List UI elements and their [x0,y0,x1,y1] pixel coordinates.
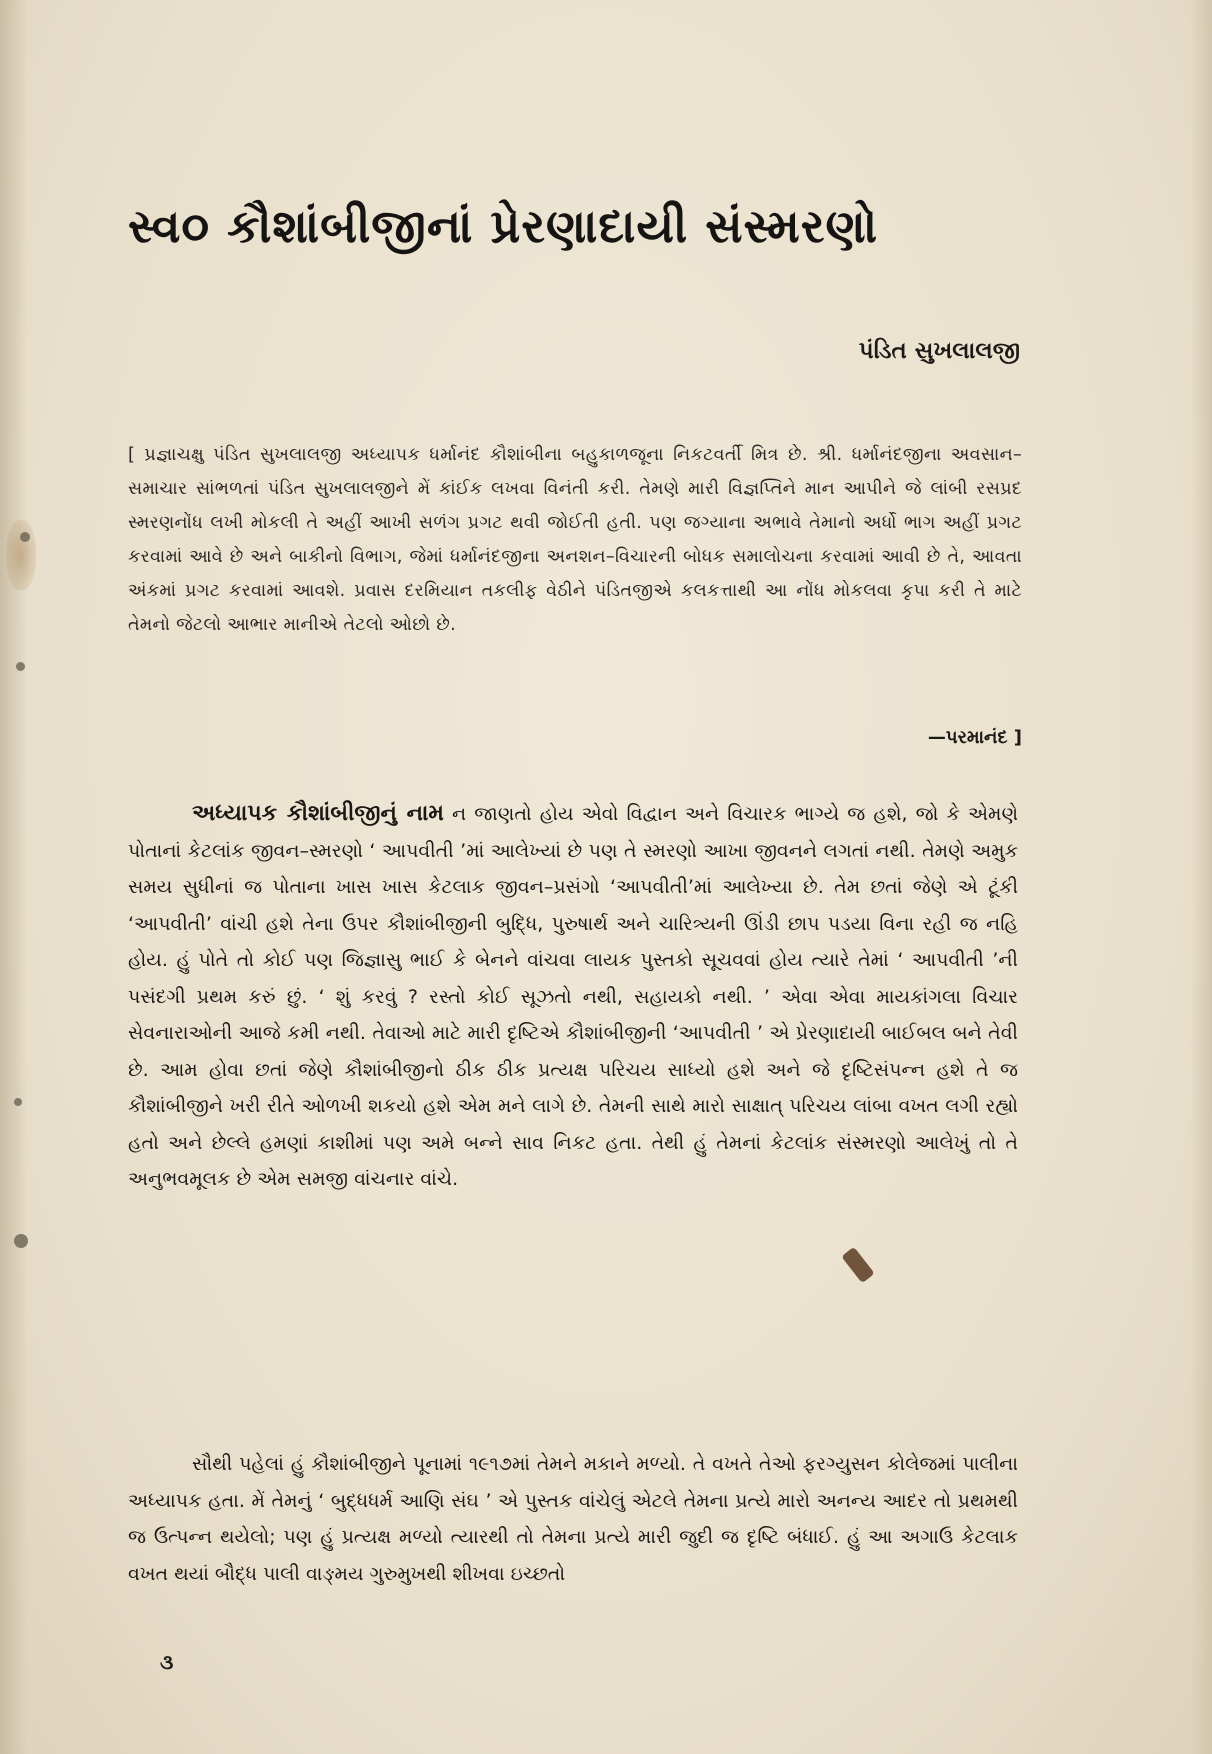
punch-hole-mark [16,662,25,671]
punch-hole-mark [20,532,30,542]
page-number: ૩ [160,1650,174,1674]
article-title: સ્વ૦ કૌશાંબીજીનાં પ્રેરણાદાયી સંસ્મરણો [128,199,879,253]
editor-signature: —પરમાનંદ ] [927,727,1022,748]
punch-hole-mark [14,1234,28,1248]
author-name: પંડિત સુખલાલજી [858,338,1020,364]
paragraph-lead-words: અધ્યાપક કૌશાંબીજીનું નામ [192,801,444,826]
left-edge-shadow [0,0,28,1754]
editor-intro-note: [ પ્રજ્ઞાચક્ષુ પંડિત સુખલાલજી અધ્યાપક ધર્માનંદ કૌશાંબીના બહુકાળજૂના નિકટવર્તી મિત્ર છે. શ્રી. ધર્માનંદજીના અવસાન–સમાચાર સાંભળતાં પંડિત સુખલાલજીને મેં કાંઈક લખવા વિનંતી કરી. તેમણે મારી વિજ્ઞપ્તિને માન આપીને જે લાંબી રસપ્રદ સ્મરણનોંધ લખી મોકલી તે અહીં આખી સળંગ પ્રગટ થવી જોઈતી હતી. પણ જગ્યાના અભાવે તેમાનો અર્ધો ભાગ અહીં પ્રગટ કરવામાં આવે છે અને બાકીનો વિભાગ, જેમાં ધર્માનંદજીના અનશન–વિચારની બોધક સમાલોચના કરવામાં આવી છે તે, આવતા અંકમાં પ્રગટ કરવામાં આવશે. પ્રવાસ દરમિયાન તકલીફ વેઠીને પંડિતજીએ કલકત્તાથી આ નોંધ મોકલવા કૃપા કરી તે માટે તેમનો જેટલો આભાર માનીએ તેટલો ઓછો છે. [128,445,1022,635]
paper-stain [6,520,36,590]
paragraph-text: ન જાણતો હોય એવો વિદ્વાન અને વિચારક ભાગ્યે જ હશે, જો કે એમણે પોતાનાં કેટલાંક જીવન–સ્મરણો ‘ આપવીતી ’માં આલેખ્યાં છે પણ તે સ્મરણો આખા જીવનને લગતાં નથી. તેમણે અમુક સમય સુધીનાં જ પોતાના ખાસ ખાસ કેટલાક જીવન–પ્રસંગો ‘આપવીતી’માં આલેખ્યા છે. તેમ છતાં જેણે એ ટૂંકી ‘આપવીતી’ વાંચી હશે તેના ઉપર કૌશાંબીજીની બુદ્ધિ, પુરુષાર્થ અને ચારિત્ર્યની ઊંડી છાપ પડયા વિના રહી જ નહિ હોય. હું પોતે તો કોઈ પણ જિજ્ઞાસુ ભાઈ કે બેનને વાંચવા લાયક પુસ્તકો સૂચવવાં હોય ત્યારે તેમાં ‘ આપવીતી ’ની પસંદગી પ્રથમ કરું છું. ‘ શું કરવું ? રસ્તો કોઈ સૂઝતો નથી, સહાયકો નથી. ’ એવા એવા માયકાંગલા વિચાર સેવનારાઓની આજે કમી નથી. તેવાઓ માટે મારી દૃષ્ટિએ કૌશાંબીજીની ‘આપવીતી ’ એ પ્રેરણાદાયી બાઈબલ બને તેવી છે. આમ હોવા છતાં જેણે કૌશાંબીજીનો ઠીક ઠીક પ્રત્યક્ષ પરિચય સાધ્યો હશે અને જે દૃષ્ટિસંપન્ન હશે તે જ કૌશાંબીજીને ખરી રીતે ઓળખી શકયો હશે એમ મને લાગે છે. તેમની સાથે મારો સાક્ષાત્ પરિચય લાંબા વખત લગી રહ્યો હતો અને છેલ્લે હમણાં કાશીમાં પણ અમે બન્ને સાવ નિકટ હતા. તેથી હું તેમનાં કેટલાંક સંસ્મરણો આલેખું તો તે અનુભવમૂલક છે એમ સમજી વાંચનાર વાંચે. [128,803,1019,1190]
punch-hole-mark [14,1098,22,1106]
right-edge-shadow [1190,0,1212,1754]
paragraph-text: સૌથી પહેલાં હું કૌશાંબીજીને પૂનામાં ૧૯૧૭માં તેમને મકાને મળ્યો. તે વખતે તેઓ ફરગ્યુસન કોલેજમાં પાલીના અધ્યાપક હતા. મેં તેમનું ‘ બુદ્ધધર્મ આણિ સંઘ ’ એ પુસ્તક વાંચેલું એટલે તેમના પ્રત્યે મારો અનન્ય આદર તો પ્રથમથી જ ઉત્પન્ન થયેલો; પણ હું પ્રત્યક્ષ મળ્યો ત્યારથી તો તેમના પ્રત્યે મારી જુદી જ દૃષ્ટિ બંધાઈ. હું આ અગાઉ કેટલાક વખત થયાં બૌદ્ધ પાલી વાઙ્મય ગુરુમુખથી શીખવા ઇચ્છતો [128,1453,1018,1585]
body-paragraph-2 [128,1446,1018,1592]
body-paragraph-1 [128,796,1018,1198]
